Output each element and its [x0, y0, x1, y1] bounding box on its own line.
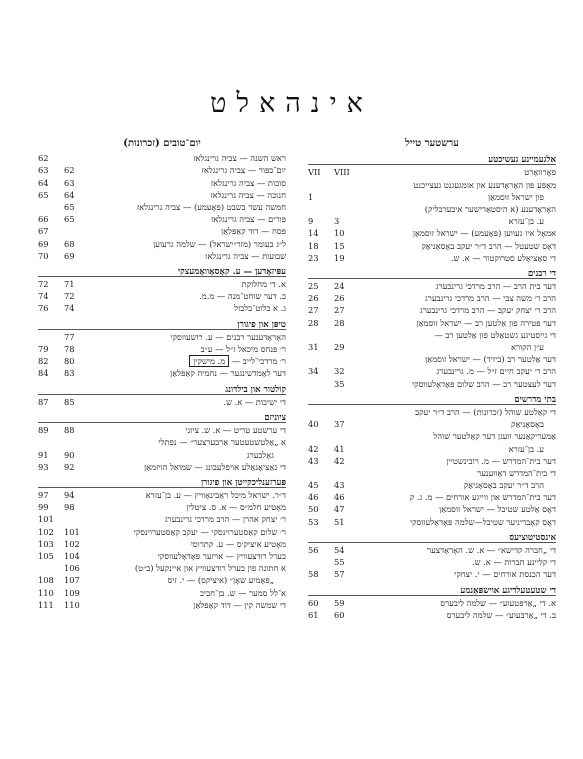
page-number-end: 99	[38, 502, 49, 513]
entry-text: אַמעריקאַנער וועגן דער קאַלטער שוהל	[433, 431, 556, 442]
entry-text: קולטור און בילדונג	[225, 384, 286, 395]
page-number-start: 88	[64, 425, 75, 436]
entry-text: די ערשטע טריט — א. ש. ציוני	[185, 425, 286, 436]
toc-entry	[38, 526, 286, 538]
entry-text: דער אַלטער רב (ביזיד) — ישראל זוסמאַן	[425, 354, 556, 365]
page-number-end: 62	[38, 153, 49, 164]
page-number-end: 1	[308, 191, 314, 202]
page-number-start: 62	[64, 165, 75, 176]
toc-entry	[308, 317, 556, 329]
toc-entry	[38, 367, 286, 379]
page-number-start: 101	[64, 526, 80, 537]
page-number-start: 90	[64, 449, 75, 460]
page-number-end: 74	[38, 291, 49, 302]
page-number-start: 69	[64, 250, 75, 261]
entry-text: א־לל סמער — ש. בן־חביב	[199, 587, 286, 598]
page-number-end: 56	[308, 545, 319, 556]
toc-entry	[308, 365, 556, 377]
entry-text: דאָס אַלטע שטיבל — ישראל זוסמאַן	[439, 504, 556, 515]
entry-text: יום־כפּור — צביה גרינגלאז	[201, 165, 286, 176]
entry-text: גאָלבערג	[246, 449, 274, 460]
page-number-start: 71	[64, 279, 75, 290]
toc-entry	[308, 491, 556, 503]
page-number-end: 64	[38, 177, 49, 188]
page-number-start: 41	[334, 443, 345, 454]
toc-entry	[38, 489, 286, 501]
page-number-start: 110	[64, 599, 80, 610]
toc-entry	[38, 290, 286, 302]
section-heading	[308, 532, 556, 544]
toc-entry	[38, 278, 286, 290]
entry-text: „פּאָמיע שאָן״ (איציקס) — י. זיס	[167, 575, 274, 586]
section-heading	[38, 319, 286, 331]
page-number-start: 24	[334, 281, 345, 292]
toc-entry	[38, 177, 286, 189]
entry-text: דאָס שטעטל — הרב ד״ר יעקב באָסאָניאַק	[421, 240, 556, 251]
left-column	[38, 138, 286, 611]
toc-entry	[38, 461, 286, 473]
page-number-start: 47	[334, 504, 345, 515]
page-number-start: 43	[334, 480, 345, 491]
page-number-start: 60	[334, 609, 345, 620]
page-number-end: 101	[38, 514, 54, 525]
page-number-start: 57	[334, 569, 345, 580]
entry-text: א. די מחלוקת	[241, 279, 286, 290]
toc-entry	[308, 516, 556, 528]
page-number-start: 42	[334, 455, 345, 466]
page-number-end: 87	[38, 396, 49, 407]
entry-text: דער לאַמדשינגער — נחמיה קאַפּלאַן	[170, 368, 286, 379]
entry-text: די רבנים	[527, 268, 556, 279]
page-number-start: 15	[334, 240, 345, 251]
page-number-start: 104	[64, 551, 80, 562]
toc-entry	[308, 467, 556, 479]
page-number-end: 89	[38, 425, 49, 436]
entry-text: די „חברה קדישא״ — א. ש. האָראָדצער	[427, 545, 556, 556]
entry-text: די קליינע חברות — א. ש.	[471, 557, 556, 568]
page-number-start: 94	[64, 490, 75, 501]
toc-entry	[308, 430, 556, 442]
page-number-start: 80	[64, 356, 75, 367]
toc-entry	[38, 396, 286, 408]
page-number-end: 25	[308, 281, 319, 292]
entry-text: ע. בן־עזרא	[508, 216, 544, 227]
page-number-end: 79	[38, 344, 49, 355]
entry-text: ציוניזם	[264, 412, 286, 423]
entry-text: סוכות — צביה גרינגלאז	[210, 177, 286, 188]
entry-text: ר׳ פּנחס מיכאל ז״ל — ע״ב	[200, 344, 286, 355]
toc-entry	[308, 544, 556, 556]
entry-text: אינסטיטוציעס	[509, 532, 556, 543]
entry-text: די גייסטיגע גשטאַלט פון אַלטען רב —	[434, 329, 556, 340]
entry-text: מאָטיע איציק׳ס — ע. קתרוסי	[190, 538, 286, 549]
page-number-end: 27	[308, 305, 319, 316]
toc-entry	[308, 597, 556, 609]
page-number-end: 108	[38, 575, 54, 586]
toc-entry	[308, 418, 556, 430]
page-number-start: 106	[64, 563, 80, 574]
page-number-start: 98	[64, 502, 75, 513]
toc-entry	[38, 550, 286, 562]
toc-entry	[308, 443, 556, 455]
entry-text: טיפּן און פיגורן	[237, 319, 286, 330]
toc-entry	[38, 343, 286, 355]
page-number-start: 72	[64, 291, 75, 302]
entry-text: ב. די „אַרבּעוע״ — שלמה ליבערס	[446, 609, 556, 620]
page-number-start: 54	[334, 545, 345, 556]
toc-entry	[38, 201, 286, 213]
page-number-start: 83	[64, 368, 75, 379]
entry-text: די קאַלטע שוהל (זכרונות) — הרב ד״ר יעקב	[415, 406, 556, 417]
entry-text: א. די „אַרפּטעוע״ — שלמה ליבערס	[440, 597, 556, 608]
toc-entry	[38, 538, 286, 550]
page-number-start: 28	[334, 317, 345, 328]
entry-text: דער בית־המדרש — מ. רובינשטיין	[446, 455, 556, 466]
page-number-start: 109	[64, 587, 80, 598]
toc-entry	[38, 436, 286, 448]
page-number-start: 63	[64, 177, 75, 188]
page-number-end: 58	[308, 569, 319, 580]
page-number-start: 65	[64, 201, 75, 212]
toc-entry	[308, 329, 556, 341]
page-number-start: 37	[334, 419, 345, 430]
page-number-start: 59	[334, 597, 345, 608]
entry-text: מאָטיע חלמ״ס — א. ס. ציטלין	[186, 502, 286, 513]
page-number-start: 85	[64, 396, 75, 407]
page-number-end: 67	[38, 226, 49, 237]
page-number-end: 28	[308, 317, 319, 328]
entry-text: האָראָדענער רבנים — ע. רושעווסקי	[170, 331, 286, 342]
page-number-end: VII	[308, 167, 321, 178]
page-number-end: 61	[308, 609, 319, 620]
toc-entry	[308, 240, 556, 252]
page-number-start: 32	[334, 366, 345, 377]
section-heading	[308, 154, 556, 166]
toc-entry	[38, 513, 286, 525]
page-number-end: 26	[308, 293, 319, 304]
entry-text: ר׳ יצחק אהרן — הרב מרדכי גרינבערג	[164, 514, 286, 525]
entry-text: פּערזענליכקייטן און פיגורן	[200, 477, 286, 488]
page-number-end: 105	[38, 551, 54, 562]
page-number-end: 97	[38, 490, 49, 501]
page-number-end: 31	[308, 342, 319, 353]
toc-entry	[38, 152, 286, 164]
page-number-start: 26	[334, 293, 345, 304]
toc-entry	[38, 562, 286, 574]
page-number-end: 110	[38, 587, 54, 598]
entry-text: ע״ן הקורא	[511, 342, 544, 353]
page-number-end: 43	[308, 455, 319, 466]
page-number-end: 66	[38, 214, 49, 225]
page-number-start: 10	[334, 228, 345, 239]
toc-entry	[308, 479, 556, 491]
toc-entry	[38, 424, 286, 436]
toc-entry	[308, 179, 556, 191]
page-title: אינהאלט	[210, 88, 373, 119]
entry-text: בערל רודצעוויץ — אויזער פּאָדאָלעווסקי	[157, 551, 286, 562]
entry-text: חנוכה — צביה גרינגלאז	[210, 189, 286, 200]
toc-entry	[38, 189, 286, 201]
page-number-end: 60	[308, 597, 319, 608]
entry-text: הרב ר׳ יצחק יעקב — הרב מרדכי גרינבערג	[419, 305, 556, 316]
left-column-rows	[38, 152, 286, 611]
entry-text: פאָרוואָרט	[524, 167, 556, 178]
entry-text: די ישיבות — א. ש.	[223, 396, 286, 407]
page-number-start: 27	[334, 305, 345, 316]
entry-text: ד״ר. ישראל מיכל ראַבינאָוויץ — ע. בן־עזרא	[145, 490, 286, 501]
entry-text: דער בית־המדרש און ווייגע אורחים — מ. ג. ק	[409, 492, 556, 503]
page-number-end: 34	[308, 366, 319, 377]
left-column-heading: יום־טובים (זכרונות)	[123, 138, 201, 149]
toc-entry	[308, 503, 556, 515]
entry-text: בתי מדרשים	[514, 394, 556, 405]
page-number-start: 51	[334, 516, 345, 527]
entry-text: דער פּטירה פון אַלטען רב — ישראל זוסמאַן	[416, 317, 556, 328]
page-number-start: 77	[64, 331, 75, 342]
page-number-end: 103	[38, 538, 54, 549]
page-number-end: 46	[308, 492, 319, 503]
section-heading	[308, 268, 556, 280]
page-number-end: 14	[308, 228, 319, 239]
entry-text: ג. א בלוט־בלבול	[234, 303, 286, 314]
page-number-end: 18	[308, 240, 319, 251]
entry-text: שבועות — צביה גרינגלאז	[205, 250, 286, 261]
page-number-start: 55	[334, 557, 345, 568]
right-column-heading: ערשטער טייל	[405, 138, 459, 149]
page-number-start: 107	[64, 575, 80, 586]
toc-entry	[308, 252, 556, 264]
toc-entry	[308, 227, 556, 239]
entry-text: ר׳ שלום קאַסטערוינסקי — יעקב קאַסטערוינסקי	[133, 526, 286, 537]
page-number-end: 9	[308, 216, 314, 227]
entry-text: הרב ד״ר יעקב באָסאָניאַק	[463, 480, 544, 491]
page-number-end: 42	[308, 443, 319, 454]
page-number-start: 19	[334, 252, 345, 263]
entry-text: עפּיזאָדען — ע. קאָסאָוואָמעצקי	[177, 266, 286, 277]
page-number-end: 53	[308, 516, 319, 527]
page-number-end: 111	[38, 599, 54, 610]
section-heading	[38, 412, 286, 424]
entry-text: די נאַציאָנאַלע אויפלעבונג — שמואל הויזמאַן	[143, 461, 286, 472]
page-number-end: 65	[38, 189, 49, 200]
entry-text: באָסאָניאַק	[511, 419, 544, 430]
entry-text: פּורים — צביה גרינגלאז	[210, 214, 286, 225]
entry-text: חמשה עשר בשבט (פּאָעמע) — צביה גרינגלאז	[136, 201, 286, 212]
entry-text: ר׳ מרדכי־לייב — מ. מישקין	[189, 355, 286, 367]
toc-entry	[38, 574, 286, 586]
entry-text: א „אַלטשטעטער אַרבערצער״ — נפתלי	[158, 437, 286, 448]
entry-text: ע. בן־עזרא	[508, 443, 544, 454]
entry-text: די שטעטעלדיגע אוישפּאַנמע	[460, 585, 556, 596]
section-heading	[38, 384, 286, 396]
page-number-end: 93	[38, 461, 49, 472]
section-heading	[38, 266, 286, 278]
toc-entry	[308, 166, 556, 178]
page-number-end: 70	[38, 250, 49, 261]
page-number-start: 46	[334, 492, 345, 503]
page-number-end: 50	[308, 504, 319, 515]
toc-entry	[38, 250, 286, 262]
toc-entry	[308, 353, 556, 365]
entry-text: דער לעצטער רב — הרב שלום פּאָדאָלעווסקי	[411, 378, 556, 389]
entry-text: אלגעמיינע געשיכטע	[488, 155, 556, 166]
right-column-rows	[308, 154, 556, 621]
page-number-start: 68	[64, 238, 75, 249]
entry-text: א חתונה פון בערל רודצעוויץ און איינקעל (ב״ט)	[134, 563, 286, 574]
entry-text: האָראָדענע (א היסטאָרישער איבערבליק)	[424, 203, 556, 214]
entry-text: די בית־המדרש דאַווענער	[477, 467, 556, 478]
page-number-start: 29	[334, 342, 345, 353]
toc-entry	[308, 556, 556, 568]
page-number-end: 82	[38, 356, 49, 367]
entry-text: מאָפּע פון האָראָדענע און אומגעגנט געצייכנט	[413, 179, 556, 190]
entry-text: פּסח — דוד קאַפּלאַן	[220, 226, 286, 237]
page-number-start: VIII	[334, 167, 350, 178]
toc-entry	[308, 304, 556, 316]
page-number-start: 74	[64, 303, 75, 314]
entry-text: הרב ר׳ יעקב חיים ז״ל — מ. גרינבערג	[436, 366, 556, 377]
toc-entry	[308, 406, 556, 418]
entry-text: פון ישראל זוסמאַן	[487, 191, 544, 202]
section-heading	[308, 585, 556, 597]
toc-entry	[308, 203, 556, 215]
toc-entry	[308, 609, 556, 621]
toc-entry	[38, 302, 286, 314]
toc-entry	[308, 378, 556, 390]
entry-text: אמאָל איז געווען (פּאָעמע) — ישראל זוסמאַן	[412, 228, 556, 239]
page-number-end: 91	[38, 449, 49, 460]
toc-entry	[308, 280, 556, 292]
entry-text: די שמשה קין — דוד קאַפּלאַן	[193, 599, 286, 610]
toc-entry	[38, 331, 286, 343]
entry-text: דער הכנסת אורחים — י. יצחקי	[454, 569, 556, 580]
page-number-start: 65	[64, 214, 75, 225]
toc-entry	[308, 568, 556, 580]
page-number-end: 76	[38, 303, 49, 314]
toc-entry	[308, 292, 556, 304]
right-column	[308, 138, 556, 621]
page-number-start: 92	[64, 461, 75, 472]
toc-entry	[38, 599, 286, 611]
toc-entry	[38, 225, 286, 237]
page-number-end: 45	[308, 480, 319, 491]
page-number-end: 69	[38, 238, 49, 249]
toc-entry	[38, 213, 286, 225]
page-number-end: 72	[38, 279, 49, 290]
section-heading	[38, 477, 286, 489]
entry-text: ב. דער שוחט־מנה — מ.מ.	[199, 291, 286, 302]
page-number-start: 102	[64, 538, 80, 549]
toc-entry	[38, 238, 286, 250]
page-number-end: 23	[308, 252, 319, 263]
page-number-start: 78	[64, 344, 75, 355]
entry-text: די סאָציאַלע סטרוקטור — א. ש.	[450, 252, 556, 263]
entry-text: ל״ג בעומר (מזר״ישראל) — שלמה גרעוען	[153, 238, 286, 249]
page-number-end: 63	[38, 165, 49, 176]
toc-entry	[38, 587, 286, 599]
toc-entry	[38, 449, 286, 461]
page-number-start: 64	[64, 189, 75, 200]
toc-entry	[308, 341, 556, 353]
toc-entry	[308, 191, 556, 203]
section-heading	[308, 394, 556, 406]
entry-text: דאָס קאָבריניער שטיבל—שלמה פּאָדאָלעווסקי	[409, 516, 556, 527]
entry-text: דער בית הרב — הרב מרדכי גרינבערג	[435, 281, 556, 292]
page-number-end: 84	[38, 368, 49, 379]
page-number-start: 35	[334, 378, 345, 389]
entry-text: ראש השנה — צביה גרינגלאז	[193, 153, 286, 164]
toc-entry	[38, 355, 286, 367]
page-number-end: 40	[308, 419, 319, 430]
toc-entry	[308, 455, 556, 467]
entry-text: הרב ר׳ משה צבי — הרב מרדכי גרינבערג	[425, 293, 556, 304]
toc-entry	[308, 215, 556, 227]
toc-entry	[38, 501, 286, 513]
toc-entry	[38, 164, 286, 176]
page-number-end: 102	[38, 526, 54, 537]
page-number-start: 3	[334, 216, 340, 227]
